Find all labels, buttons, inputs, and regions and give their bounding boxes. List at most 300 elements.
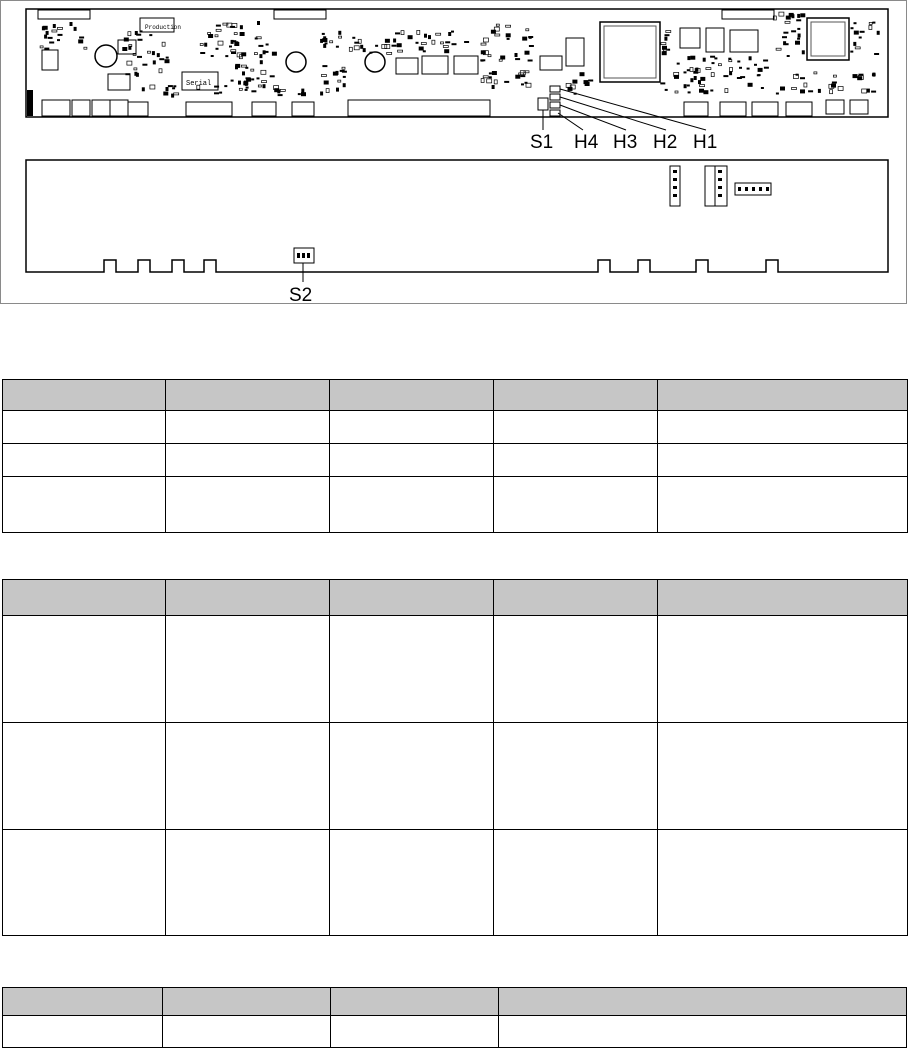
- smd-component: [421, 43, 426, 45]
- smd-component: [800, 89, 805, 93]
- smd-component: [174, 93, 179, 95]
- smd-component: [758, 74, 761, 76]
- smd-component: [711, 73, 714, 77]
- smd-component: [529, 45, 534, 47]
- smd-component: [830, 90, 833, 94]
- smd-component: [737, 77, 742, 79]
- table-header-cell: [166, 580, 330, 616]
- smd-component: [489, 76, 492, 78]
- smd-component: [859, 37, 862, 39]
- smd-component: [445, 41, 450, 43]
- table-header-cell: [331, 988, 499, 1016]
- smd-component: [53, 24, 56, 28]
- smd-component: [336, 46, 339, 48]
- smd-component: [444, 49, 449, 53]
- smd-component: [46, 31, 49, 35]
- smd-component: [277, 89, 280, 93]
- smd-component: [168, 85, 173, 87]
- smd-component: [687, 85, 690, 87]
- smd-component: [397, 43, 402, 47]
- smd-component: [483, 76, 488, 78]
- table-row: [3, 411, 908, 444]
- table-cell: [166, 830, 330, 936]
- smd-component: [216, 29, 221, 31]
- smd-component: [240, 25, 243, 29]
- smd-component: [763, 60, 768, 62]
- smd-component: [254, 53, 257, 55]
- smd-component: [408, 35, 413, 39]
- smd-component: [520, 75, 525, 77]
- smd-component: [580, 72, 585, 76]
- smd-component: [127, 61, 132, 65]
- smd-component: [854, 22, 857, 24]
- smd-component: [749, 56, 752, 60]
- smd-component: [487, 79, 492, 83]
- smd-component: [200, 44, 203, 46]
- smd-component: [495, 34, 500, 36]
- smd-component: [700, 77, 705, 81]
- smd-component: [134, 72, 137, 76]
- smd-component: [588, 80, 593, 82]
- smd-component: [481, 60, 484, 62]
- smd-component: [231, 80, 234, 82]
- table-row: [3, 477, 908, 533]
- smd-component: [352, 37, 355, 39]
- smd-component: [336, 88, 339, 92]
- smd-component: [257, 21, 260, 25]
- table-cell: [658, 477, 908, 533]
- smd-component: [214, 86, 219, 88]
- smd-component: [662, 51, 667, 55]
- smd-component: [491, 30, 496, 34]
- smd-component: [322, 65, 327, 67]
- smd-component: [529, 37, 532, 39]
- table-cell: [494, 444, 658, 477]
- smd-component: [172, 87, 175, 89]
- smd-component: [251, 90, 256, 92]
- smd-component: [322, 38, 327, 42]
- table-cell: [494, 830, 658, 936]
- spec-table-1: [2, 379, 908, 533]
- smd-component: [787, 55, 790, 57]
- smd-component: [128, 46, 131, 50]
- smd-component: [216, 48, 219, 50]
- smd-component: [324, 81, 329, 85]
- smd-component: [152, 51, 155, 55]
- smd-component: [660, 82, 665, 84]
- smd-component: [507, 38, 510, 40]
- smd-component: [492, 71, 497, 75]
- smd-component: [216, 25, 221, 27]
- smd-component: [869, 26, 872, 30]
- smd-component: [44, 48, 49, 50]
- smd-component: [684, 71, 687, 73]
- smd-component: [417, 30, 420, 34]
- smd-component: [398, 50, 403, 52]
- table-cell: [3, 1016, 163, 1048]
- table-header-cell: [3, 380, 166, 411]
- table-cell: [166, 616, 330, 723]
- smd-component: [710, 56, 715, 58]
- board-mark-serial: Serial: [186, 80, 212, 88]
- smd-component: [262, 81, 267, 83]
- table-cell: [330, 444, 494, 477]
- smd-component: [797, 28, 800, 30]
- smd-component: [684, 84, 687, 88]
- smd-component: [246, 77, 251, 79]
- smd-component: [157, 53, 160, 57]
- smd-component: [780, 87, 785, 91]
- smd-component: [791, 30, 796, 32]
- table-cell: [658, 616, 908, 723]
- smd-component: [800, 77, 805, 79]
- smd-component: [483, 38, 488, 42]
- smd-component: [700, 85, 705, 87]
- smd-component: [666, 31, 671, 33]
- smd-component: [850, 51, 853, 53]
- smd-component: [452, 43, 457, 45]
- table-cell: [494, 477, 658, 533]
- table-header-cell: [494, 580, 658, 616]
- smd-component: [492, 85, 495, 89]
- smd-component: [124, 38, 129, 42]
- table-cell: [330, 830, 494, 936]
- smd-component: [703, 90, 708, 94]
- table-cell: [658, 723, 908, 830]
- smd-component: [448, 32, 451, 36]
- smd-component: [234, 33, 237, 35]
- table-header-cell: [499, 988, 907, 1016]
- smd-component: [137, 56, 142, 58]
- smd-component: [506, 33, 511, 37]
- smd-component: [832, 82, 837, 84]
- table-header-row: [3, 380, 908, 411]
- smd-component: [690, 68, 693, 72]
- smd-component: [528, 60, 533, 62]
- smd-component: [342, 71, 347, 73]
- smd-component: [261, 70, 266, 74]
- smd-component: [140, 30, 143, 32]
- smd-component: [441, 42, 444, 44]
- smd-component: [792, 88, 797, 90]
- leds-group: [538, 86, 560, 116]
- smd-component: [776, 93, 779, 95]
- smd-component: [814, 72, 817, 74]
- lower-board-connectors: [294, 166, 771, 263]
- smd-component: [730, 68, 733, 72]
- table-cell: [3, 616, 166, 723]
- smd-component: [231, 50, 236, 52]
- smd-component: [526, 29, 529, 31]
- smd-component: [779, 12, 784, 16]
- table-cell: [3, 477, 166, 533]
- table-row: [3, 616, 908, 723]
- smd-component: [739, 67, 742, 69]
- spec-table-3: [2, 987, 907, 1048]
- smd-component: [867, 89, 870, 93]
- table-header-cell: [166, 380, 330, 411]
- smd-component: [443, 46, 448, 48]
- label-s1: S1: [530, 132, 554, 153]
- table-header-cell: [494, 380, 658, 411]
- smd-component: [687, 56, 690, 60]
- smd-component: [694, 76, 697, 80]
- smd-component: [871, 91, 876, 93]
- smd-component: [800, 13, 805, 17]
- smd-component: [524, 71, 529, 73]
- table-row: [3, 444, 908, 477]
- smd-component: [142, 87, 145, 91]
- table-cell: [330, 723, 494, 830]
- smd-component: [326, 89, 329, 93]
- smd-component: [245, 67, 248, 69]
- smd-component: [166, 87, 169, 91]
- table-header-cell: [3, 988, 163, 1016]
- smd-component: [263, 50, 266, 54]
- smd-component: [525, 51, 530, 55]
- smd-component: [729, 71, 732, 75]
- smd-component: [785, 21, 790, 23]
- smd-component: [392, 45, 397, 47]
- smd-component: [375, 45, 378, 47]
- smd-component: [272, 52, 277, 56]
- spec-table-2: [2, 579, 908, 936]
- smd-component: [754, 64, 757, 66]
- smd-component: [218, 41, 223, 45]
- smd-component: [424, 34, 427, 38]
- smd-component: [796, 19, 801, 21]
- smd-component: [838, 87, 843, 91]
- table-header-row: [3, 580, 908, 616]
- smd-component: [242, 71, 245, 75]
- leader-lines: [303, 89, 706, 282]
- smd-component: [219, 92, 222, 94]
- smd-component: [266, 51, 269, 53]
- smd-component: [690, 78, 693, 82]
- smd-component: [148, 51, 151, 53]
- smd-component: [343, 76, 346, 78]
- smd-component: [797, 38, 800, 40]
- smd-component: [401, 31, 404, 35]
- smd-component: [851, 27, 854, 29]
- smd-component: [416, 42, 419, 44]
- smd-component: [872, 22, 875, 24]
- smd-component: [204, 43, 207, 47]
- table-row: [3, 723, 908, 830]
- smd-component: [233, 40, 236, 42]
- smd-component: [330, 41, 333, 43]
- smd-component: [515, 53, 518, 57]
- smd-component: [246, 87, 249, 89]
- smd-component: [693, 72, 698, 74]
- smd-component: [323, 44, 326, 48]
- table-cell: [3, 723, 166, 830]
- smd-component: [171, 94, 174, 98]
- smd-component: [243, 81, 248, 85]
- smd-component: [706, 68, 711, 70]
- smd-component: [667, 49, 670, 51]
- smd-component: [854, 31, 859, 35]
- smd-component: [78, 39, 83, 43]
- smd-component: [521, 83, 524, 85]
- smd-component: [674, 75, 679, 79]
- table-header-cell: [658, 380, 908, 411]
- smd-component: [489, 72, 492, 74]
- smd-component: [162, 42, 165, 46]
- table-header-cell: [330, 580, 494, 616]
- smd-component: [710, 90, 713, 92]
- smd-component: [661, 43, 666, 45]
- smd-component: [142, 64, 147, 66]
- smd-component: [214, 92, 219, 94]
- table-cell: [3, 411, 166, 444]
- smd-component: [877, 31, 880, 35]
- connector-pins: [297, 170, 769, 258]
- smd-component: [393, 39, 396, 43]
- table-cell: [658, 411, 908, 444]
- smd-component: [432, 40, 435, 44]
- smd-component: [225, 55, 228, 57]
- smd-component: [481, 79, 484, 83]
- smd-component: [499, 59, 502, 61]
- table-row: [3, 830, 908, 936]
- smd-component: [125, 73, 130, 75]
- smd-component: [301, 92, 306, 96]
- smd-component: [235, 64, 240, 68]
- smd-component: [833, 75, 836, 77]
- table-header-cell: [330, 380, 494, 411]
- smd-component: [808, 90, 813, 92]
- table-cell: [494, 411, 658, 444]
- smd-component: [665, 34, 670, 36]
- smd-component: [382, 45, 387, 49]
- smd-component: [677, 63, 680, 65]
- table-cell: [331, 1016, 499, 1048]
- smd-component: [354, 46, 359, 50]
- smd-component: [245, 89, 248, 91]
- lower-board: [26, 160, 888, 272]
- smd-component: [515, 58, 520, 60]
- smd-component: [320, 92, 323, 96]
- smd-component: [585, 82, 590, 86]
- smd-component: [321, 75, 326, 77]
- smd-component: [251, 78, 254, 80]
- table-cell: [166, 477, 330, 533]
- smd-component: [240, 32, 245, 36]
- smd-component: [241, 52, 246, 56]
- smd-component: [229, 46, 232, 48]
- smd-component: [48, 37, 53, 39]
- table-cell: [166, 723, 330, 830]
- label-h4: H4: [574, 132, 599, 153]
- table-cell: [330, 411, 494, 444]
- smd-component: [387, 52, 392, 54]
- smd-component: [173, 85, 176, 87]
- table-cell: [166, 444, 330, 477]
- smd-component: [163, 92, 168, 96]
- smd-component: [278, 94, 283, 96]
- smd-component: [419, 47, 424, 51]
- smd-component: [481, 43, 486, 45]
- smd-component: [776, 48, 781, 50]
- smd-component: [728, 58, 731, 60]
- smd-component: [79, 37, 84, 39]
- smd-component: [506, 25, 511, 27]
- smd-component: [301, 89, 304, 93]
- smd-component: [231, 40, 234, 44]
- smd-component: [789, 13, 794, 17]
- smd-component: [718, 64, 721, 66]
- smd-component: [134, 68, 137, 70]
- smd-component: [44, 35, 47, 39]
- smd-component: [258, 45, 263, 47]
- smd-component: [795, 41, 800, 45]
- smd-component: [496, 24, 499, 26]
- smd-component: [166, 57, 169, 59]
- smd-component: [153, 60, 156, 64]
- smd-component: [149, 34, 152, 36]
- smd-component: [260, 60, 263, 64]
- smd-component: [255, 38, 258, 40]
- smd-component: [333, 72, 338, 76]
- table-cell: [330, 477, 494, 533]
- smd-component: [525, 82, 528, 84]
- table-cell: [330, 616, 494, 723]
- table-cell: [499, 1016, 907, 1048]
- smd-component: [857, 76, 862, 80]
- smd-component: [786, 43, 789, 45]
- table-cell: [3, 444, 166, 477]
- smd-component: [343, 83, 346, 87]
- smd-component: [338, 31, 341, 35]
- smd-component: [135, 31, 138, 35]
- smd-component: [280, 89, 285, 91]
- smd-component: [699, 89, 704, 93]
- smd-component: [342, 67, 345, 69]
- smd-component: [690, 56, 695, 60]
- smd-component: [74, 27, 77, 31]
- table-header-cell: [163, 988, 331, 1016]
- smd-component: [675, 91, 678, 93]
- smd-component: [712, 62, 715, 64]
- smd-component: [855, 47, 860, 49]
- smd-component: [58, 34, 63, 36]
- smd-component: [504, 81, 509, 83]
- smd-component: [494, 80, 497, 84]
- smd-component: [688, 91, 691, 93]
- smd-component: [804, 83, 807, 87]
- smd-component: [322, 33, 325, 35]
- table-cell: [658, 444, 908, 477]
- smd-component: [802, 50, 805, 54]
- smd-component: [818, 89, 821, 93]
- smd-component: [853, 74, 858, 78]
- smd-component: [266, 44, 269, 46]
- smd-component: [764, 67, 769, 69]
- smd-component: [270, 75, 275, 77]
- smd-component: [725, 89, 728, 93]
- smd-component: [70, 22, 73, 26]
- smd-component: [251, 69, 254, 71]
- smd-component: [703, 58, 706, 62]
- smd-component: [369, 52, 372, 54]
- smd-component: [84, 47, 87, 49]
- smd-component: [231, 52, 236, 54]
- smd-component: [239, 88, 242, 90]
- smd-component: [874, 53, 879, 55]
- label-h1: H1: [693, 132, 718, 153]
- smd-component: [798, 34, 801, 38]
